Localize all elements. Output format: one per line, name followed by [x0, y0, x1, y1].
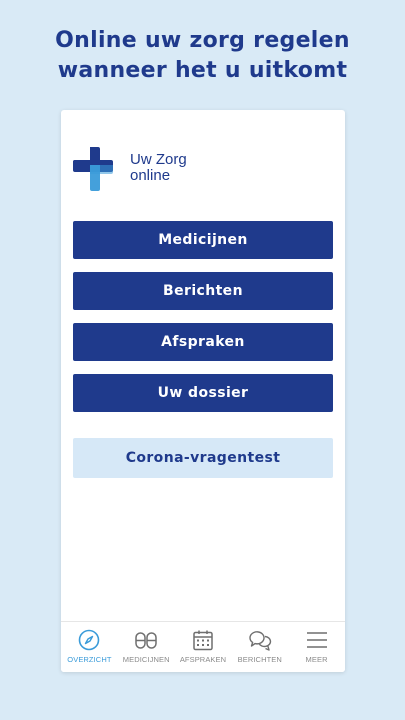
- cross-logo-icon: [73, 145, 121, 193]
- tab-afspraken[interactable]: [175, 622, 232, 672]
- calendar-icon: [191, 628, 215, 652]
- corona-vragentest-button[interactable]: Corona-vragentest: [73, 438, 333, 478]
- tab-medicijnen[interactable]: [118, 622, 175, 672]
- main-menu: [73, 221, 333, 425]
- tab-meer[interactable]: [288, 622, 345, 672]
- hamburger-menu-icon: [305, 628, 329, 652]
- tab-label-medicijnen: MEDICIJNEN: [122, 655, 170, 664]
- bottom-tab-bar: [61, 621, 345, 672]
- tab-label-overzicht: OVERZICHT: [67, 655, 112, 664]
- logo-line-2: online: [130, 167, 171, 184]
- tab-label-meer: MEER: [305, 655, 328, 664]
- medicijnen-button[interactable]: Medicijnen: [73, 221, 333, 259]
- headline-line-2: wanneer het u uitkomt: [57, 58, 348, 83]
- tab-label-berichten: BERICHTEN: [237, 655, 282, 664]
- berichten-button[interactable]: Berichten: [73, 272, 333, 310]
- afspraken-button[interactable]: Afspraken: [73, 323, 333, 361]
- promo-headline: [0, 26, 405, 86]
- chat-bubbles-icon: [248, 628, 272, 652]
- tab-label-afspraken: AFSPRAKEN: [179, 655, 227, 664]
- tab-overzicht[interactable]: [61, 622, 118, 672]
- tab-berichten[interactable]: [231, 622, 288, 672]
- app-logo: [73, 145, 273, 193]
- app-screen: [61, 110, 345, 672]
- uw-dossier-button[interactable]: Uw dossier: [73, 374, 333, 412]
- logo-line-1: Uw Zorg: [130, 151, 187, 168]
- logo-wordmark: [130, 152, 187, 184]
- headline-line-1: Online uw zorg regelen: [55, 28, 350, 53]
- compass-icon: [77, 628, 101, 652]
- pills-icon: [134, 628, 158, 652]
